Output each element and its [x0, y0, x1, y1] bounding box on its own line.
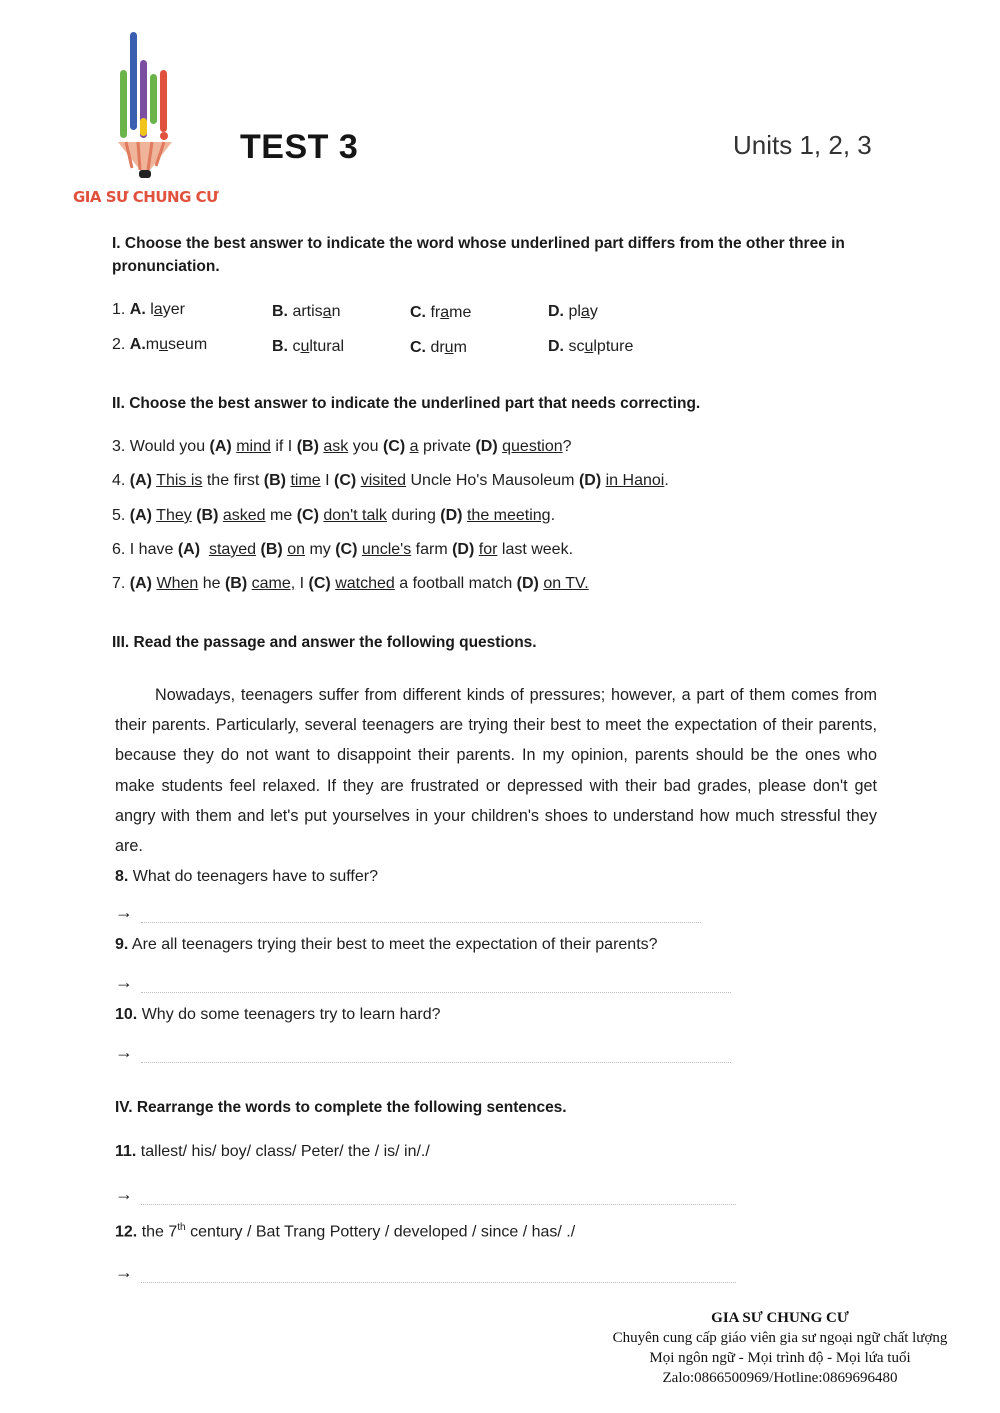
q4: 4. (A) This is the first (B) time I (C) visited Uncle Ho's Mausoleum (D) in Hanoi.: [112, 472, 669, 489]
section4-instruction: IV. Rearrange the words to complete the following sentences.: [115, 1099, 567, 1116]
answer-dots: [141, 916, 701, 923]
footer: [560, 1308, 1000, 1388]
answer-dots: [141, 986, 731, 993]
q9: 9. Are all teenagers trying their best to meet the expectation of their parents?: [115, 936, 658, 953]
q2-option-c: C. drum: [410, 339, 467, 356]
arrow-icon: →: [115, 1184, 133, 1204]
reading-passage: [115, 680, 877, 861]
q10: 10. Why do some teenagers try to learn hard?: [115, 1006, 441, 1023]
answer-dots: [141, 1056, 731, 1063]
logo-text: GIA SƯ CHUNG CƯ: [73, 188, 219, 206]
answer-dots: [141, 1198, 736, 1205]
passage-text: Nowadays, teenagers suffer from different kinds of pressures; however, a part of them comes from their parents. Particularly, several teenagers are trying their best to meet the expectation of their parents, because they do not want to disappoint their parents. In my opinion, parents should be the ones who make students feel relaxed. If they are frustrated or depressed with their bad grades, please don't get angry with them and let's put yourselves in your children's shoes to understand how much stressful they are.: [115, 686, 877, 856]
q7: 7. (A) When he (B) came, I (C) watched a football match (D) on TV.: [112, 575, 589, 592]
q2-option-d: D. sculpture: [548, 338, 634, 355]
pencil-logo-icon: [68, 30, 238, 210]
units-label: Units 1, 2, 3: [733, 130, 872, 160]
q12-answer-line[interactable]: [115, 1262, 736, 1283]
q1-number: 1. A. layer: [112, 301, 185, 318]
logo: [68, 30, 238, 210]
section3-instruction: III. Read the passage and answer the following questions.: [112, 634, 537, 651]
arrow-icon: →: [115, 1262, 133, 1282]
section2-instruction: II. Choose the best answer to indicate the underlined part that needs correcting.: [112, 395, 701, 412]
q2-option-b: B. cultural: [272, 338, 345, 355]
footer-line1: Chuyên cung cấp giáo viên gia sư ngoại ngữ chất lượng: [612, 1330, 948, 1346]
section1-instruction: I. Choose the best answer to indicate the word whose underlined part differs from the other three in pronunciation.: [112, 235, 845, 275]
q8-answer-line[interactable]: [115, 902, 701, 923]
q1-option-c: C. frame: [410, 304, 472, 321]
footer-line2: Mọi ngôn ngữ - Mọi trình độ - Mọi lứa tuổi: [649, 1350, 911, 1366]
q5: 5. (A) They (B) asked me (C) don't talk during (D) the meeting.: [112, 507, 556, 524]
q9-answer-line[interactable]: [115, 972, 731, 993]
q1-option-b: B. artisan: [272, 303, 341, 320]
q3: 3. Would you (A) mind if I (B) ask you (C) a private (D) question?: [112, 438, 572, 455]
footer-contact: Zalo:0866500969/Hotline:0869696480: [662, 1370, 898, 1386]
q12: 12. the 7th century / Bat Trang Pottery / developed / since / has/ ./: [115, 1222, 576, 1241]
q6: 6. I have (A) stayed (B) on my (C) uncle's farm (D) for last week.: [112, 541, 574, 558]
arrow-icon: →: [115, 972, 133, 992]
arrow-icon: →: [115, 902, 133, 922]
arrow-icon: →: [115, 1042, 133, 1062]
q10-answer-line[interactable]: [115, 1042, 731, 1063]
q1-option-d: D. play: [548, 303, 598, 320]
test-title: TEST 3: [240, 128, 359, 166]
answer-dots: [141, 1276, 736, 1283]
q8: 8. What do teenagers have to suffer?: [115, 868, 378, 885]
q11-answer-line[interactable]: [115, 1184, 736, 1205]
q2-number: 2. A.museum: [112, 336, 208, 353]
q11: 11. tallest/ his/ boy/ class/ Peter/ the / is/ in/./: [115, 1143, 430, 1160]
footer-name: GIA SƯ CHUNG CƯ: [711, 1310, 849, 1326]
